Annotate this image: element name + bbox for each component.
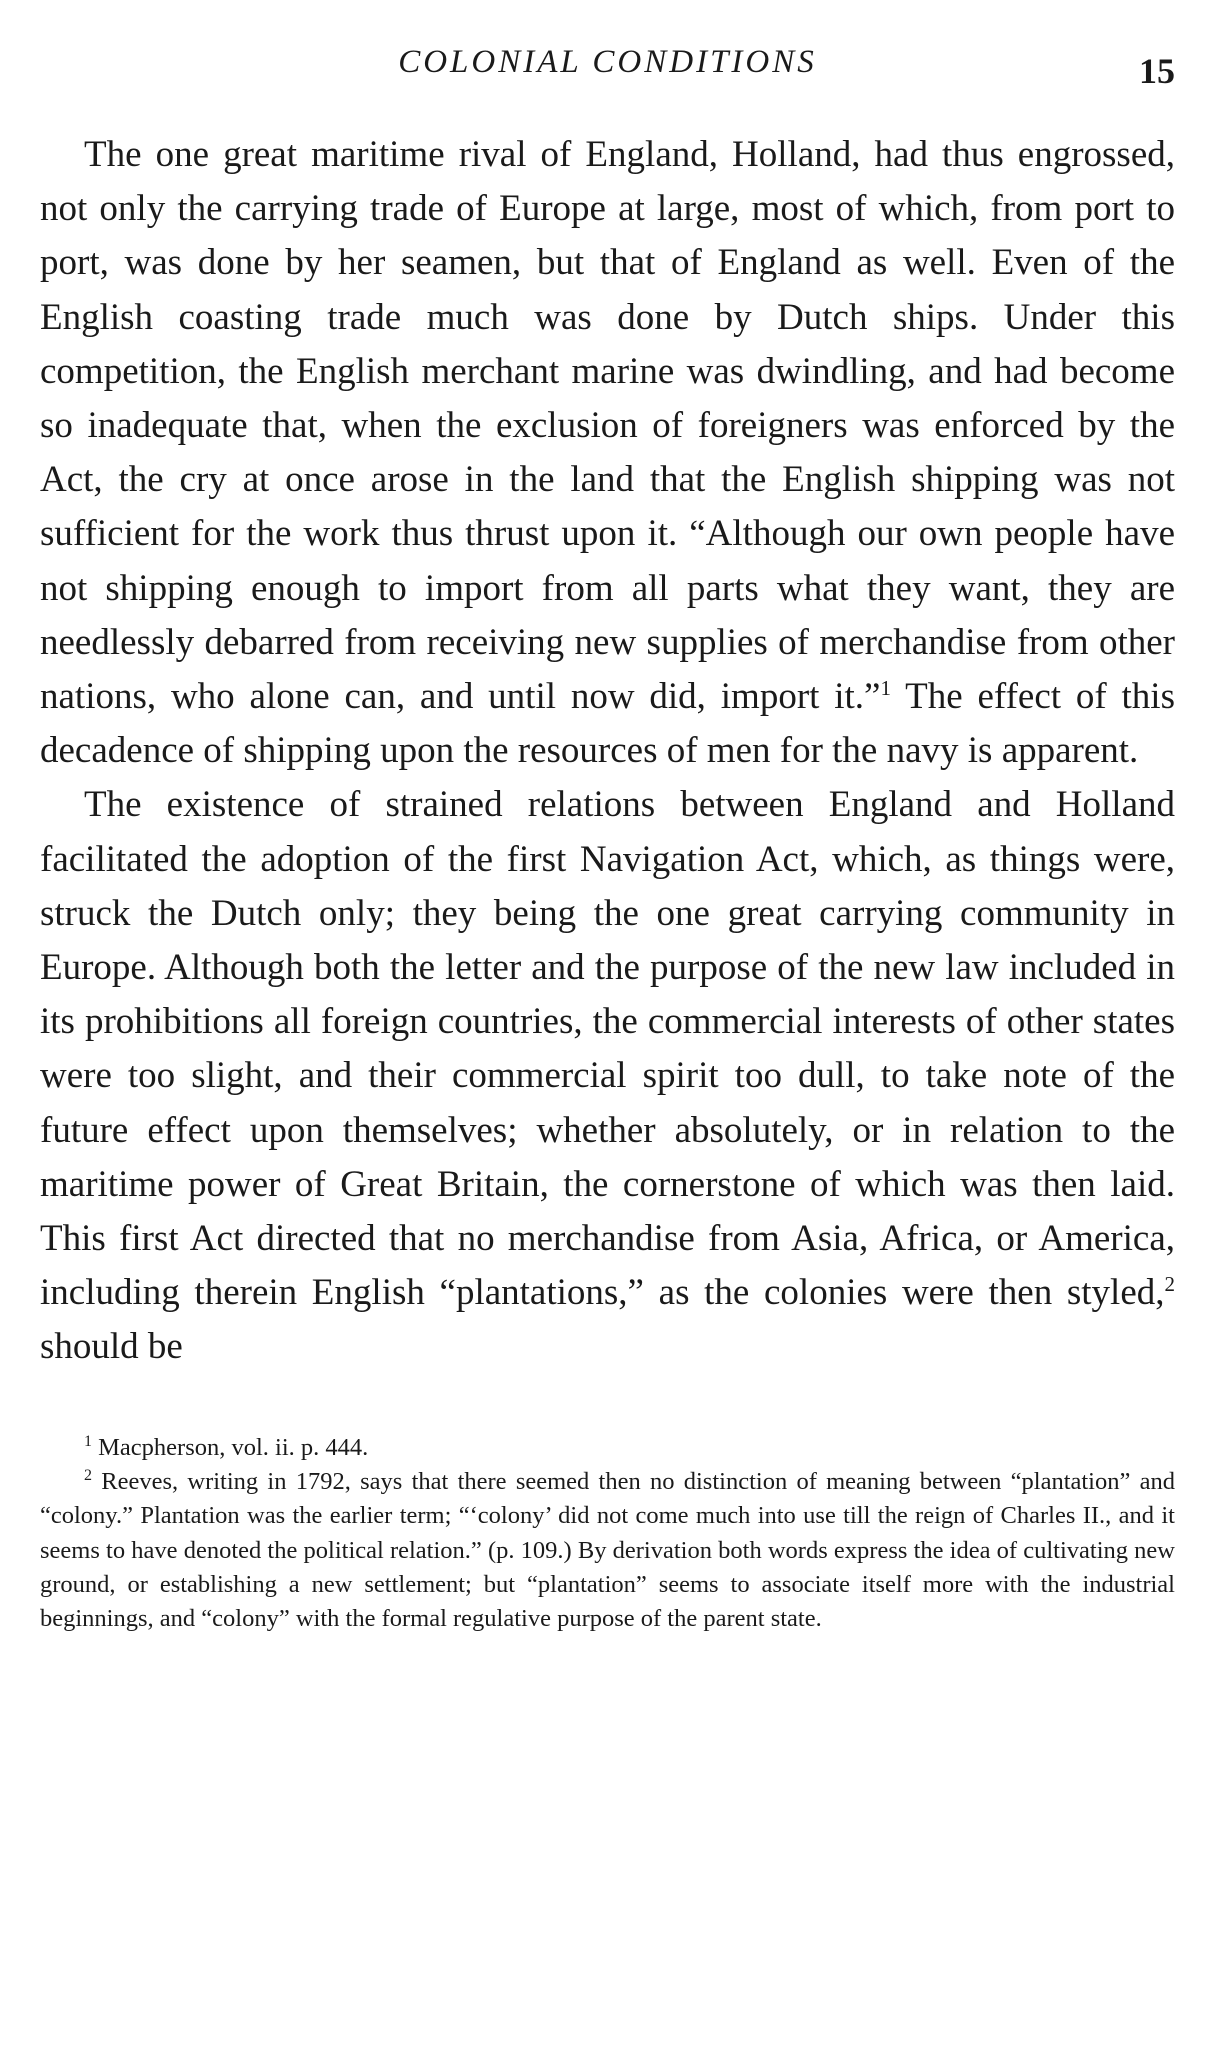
footnote [40,1465,1175,1636]
paragraph-text: The existence of strained relations between England and Holland facilitated the adoption of the first Navigation Act, which, as things were, struck the Dutch only; they being the one great carrying community in Europe. Although both the letter and the purpose of the new law included in its prohibitions all foreign countries, the commercial interests of other states were too slight, and their commercial spirit too dull, to take note of the future effect upon themselves; whether absolutely, or in relation to the maritime power of Great Britain, the cornerstone of which was then laid. This first Act directed that no merchandise from Asia, Africa, or America, including therein English “plantations,” as the colonies were then styled, [40,784,1175,1314]
paragraph-text-continued: The effect of this decadence of shipping upon the resources of men for the navy is apparent. [40,676,1175,772]
book-page [40,0,1175,1636]
paragraph [40,778,1175,1374]
body-text [40,128,1175,1375]
running-head [40,0,1175,100]
paragraph [40,128,1175,778]
footnote-number: 1 [84,1432,92,1450]
footnote-number: 2 [84,1466,92,1484]
footnote [40,1431,1175,1465]
footnotes [40,1431,1175,1637]
paragraph-text-continued: should be [40,1326,183,1368]
footnote-reference: 1 [880,676,891,701]
running-title: COLONIAL CONDITIONS [398,44,817,80]
footnote-text: Reeves, writing in 1792, says that there seemed then no distinction of meaning between “plantation” and “colony.” Plantation was the earlier term; “‘colony’ did not come much into use till the reign of Charles II., and it seems to have denoted the political relation.” (p. 109.) By derivation both words express the idea of cultivating new ground, or establishing a new settlement; but “plantation” seems to associate itself more with the industrial beginnings, and “colony” with the formal regulative purpose of the parent state. [40,1467,1175,1633]
page-number: 15 [1139,51,1175,91]
footnote-text: Macpherson, vol. ii. p. 444. [98,1433,369,1461]
footnote-reference: 2 [1164,1272,1175,1297]
paragraph-text: The one great maritime rival of England, Holland, had thus engrossed, not only the carrying trade of Europe at large, most of which, from port to port, was done by her seamen, but that of England as well. Even of the English coasting trade much was done by Dutch ships. Under this competition, the English merchant marine was dwindling, and had become so inadequate that, when the exclusion of foreigners was enforced by the Act, the cry at once arose in the land that the English shipping was not sufficient for the work thus thrust upon it. “Although our own people have not shipping enough to import from all parts what they want, they are needlessly debarred from receiving new supplies of merchandise from other nations, who alone can, and until now did, import it.” [40,134,1175,718]
